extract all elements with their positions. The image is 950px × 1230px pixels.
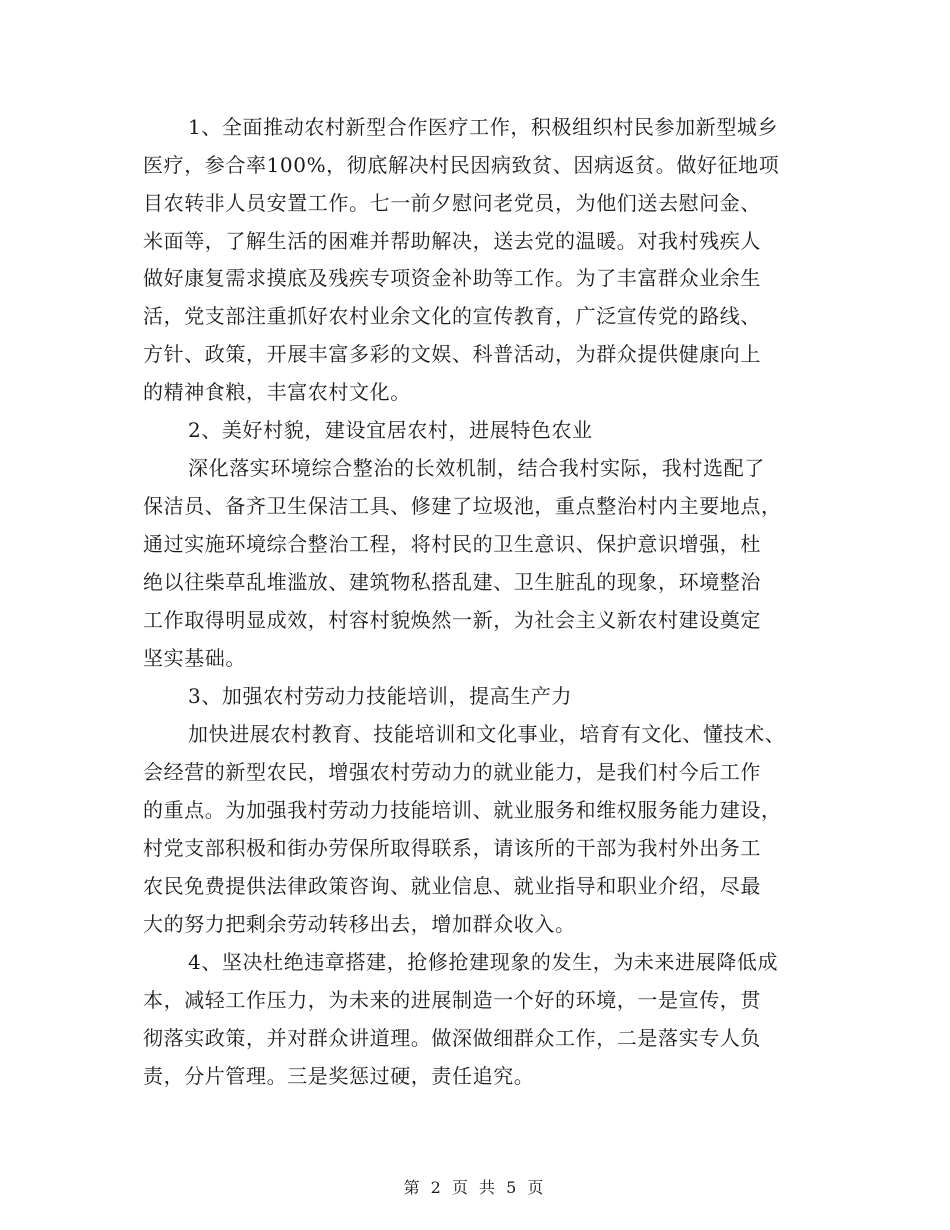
section-heading: 2、美好村貌，建设宜居农村，进展特色农业 — [188, 418, 593, 442]
text-line: 活，党支部注重抓好农村业余文化的宣传教育，广泛宣传党的路线、 — [143, 304, 761, 328]
text-line: 1、全面推动农村新型合作医疗工作，积极组织村民参加新型城乡 — [188, 115, 779, 139]
text-line: 4、坚决杜绝违章搭建，抢修抢建现象的发生，为未来进展降低成 — [188, 950, 779, 974]
text-line: 农民免费提供法律政策咨询、就业信息、就业指导和职业介绍，尽最 — [143, 874, 761, 898]
text-line: 会经营的新型农民，增强农村劳动力的就业能力，是我们村今后工作 — [143, 760, 761, 784]
text-line: 米面等，了解生活的困难并帮助解决，送去党的温暖。对我村残疾人 — [143, 229, 761, 253]
text-line: 医疗，参合率100%，彻底解决村民因病致贫、因病返贫。做好征地项 — [143, 153, 780, 177]
text-line: 方针、政策，开展丰富多彩的文娱、科普活动，为群众提供健康向上 — [143, 342, 761, 366]
text-line: 通过实施环境综合整治工程，将村民的卫生意识、保护意识增强，杜 — [143, 532, 761, 556]
text-line: 加快进展农村教育、技能培训和文化事业，培育有文化、懂技术、 — [188, 722, 786, 746]
text-line: 目农转非人员安置工作。七一前夕慰问老党员，为他们送去慰问金、 — [143, 191, 761, 215]
text-line: 深化落实环境综合整治的长效机制，结合我村实际，我村选配了 — [188, 456, 765, 480]
text-line: 做好康复需求摸底及残疾专项资金补助等工作。为了丰富群众业余生 — [143, 266, 761, 290]
text-line: 本，减轻工作压力，为未来的进展制造一个好的环境，一是宣传，贯 — [143, 988, 761, 1012]
text-line: 工作取得明显成效，村容村貌焕然一新，为社会主义新农村建设奠定 — [143, 608, 761, 632]
section-heading: 3、加强农村劳动力技能培训，提高生产力 — [188, 684, 573, 708]
text-line: 的精神食粮，丰富农村文化。 — [143, 380, 411, 404]
page-number-footer: 第 2 页 共 5 页 — [403, 1178, 547, 1197]
text-line: 的重点。为加强我村劳动力技能培训、就业服务和维权服务能力建设， — [143, 798, 782, 822]
text-line: 大的努力把剩余劳动转移出去，增加群众收入。 — [143, 912, 576, 936]
text-line: 坚实基础。 — [143, 646, 246, 670]
text-line: 村党支部积极和街办劳保所取得联系，请该所的干部为我村外出务工 — [143, 836, 761, 860]
text-line: 保洁员、备齐卫生保洁工具、修建了垃圾池，重点整治村内主要地点， — [143, 494, 782, 518]
text-line: 责，分片管理。三是奖惩过硬，责任追究。 — [143, 1064, 535, 1088]
text-line: 绝以往柴草乱堆滥放、建筑物私搭乱建、卫生脏乱的现象，环境整治 — [143, 570, 761, 594]
text-line: 彻落实政策，并对群众讲道理。做深做细群众工作，二是落实专人负 — [143, 1026, 761, 1050]
